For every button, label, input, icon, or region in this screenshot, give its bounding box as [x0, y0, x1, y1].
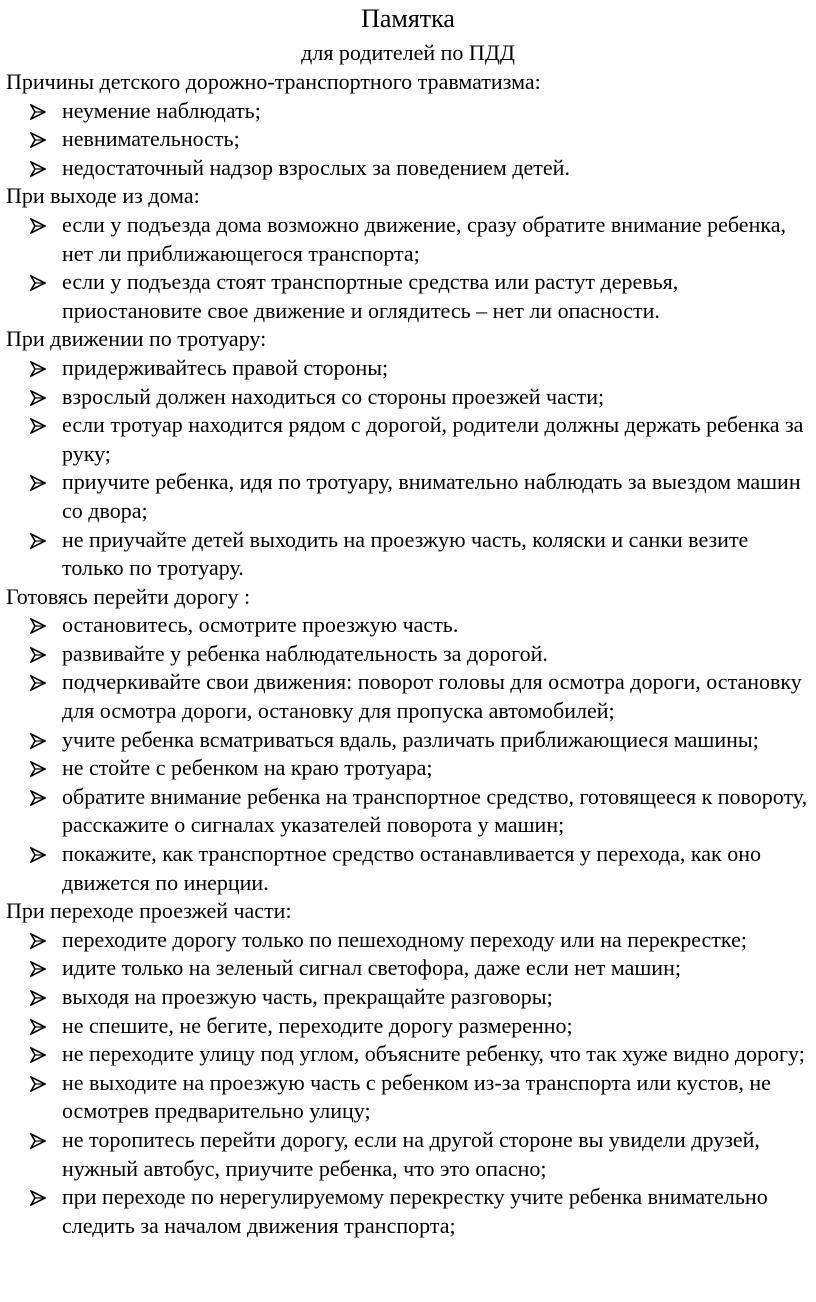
- arrowhead-bullet-icon: [30, 1019, 46, 1035]
- arrowhead-bullet-icon: [30, 847, 46, 863]
- document-subtitle: для родителей по ПДД: [301, 40, 515, 65]
- list-item-text: покажите, как транспортное средство останавливается у перехода, как оно движется по инерции.: [62, 841, 762, 895]
- list-item: [0, 783, 816, 840]
- arrowhead-bullet-icon: [30, 675, 46, 691]
- list-item: [0, 668, 816, 725]
- arrowhead-bullet-icon: [30, 990, 46, 1006]
- section: [0, 68, 816, 182]
- list-item: [0, 354, 816, 383]
- list-item: [0, 526, 816, 583]
- list-item-text: если у подъезда дома возможно движение, сразу обратите внимание ребенка, нет ли приближающегося транспорта;: [62, 211, 786, 266]
- section: [0, 325, 816, 582]
- arrowhead-bullet-icon: [30, 790, 46, 806]
- list-item: [0, 97, 816, 126]
- list-item-text: подчеркивайте свои движения: поворот головы для осмотра дороги, остановку для осмотра дороги, остановку для пропуска автомобилей;: [62, 669, 802, 724]
- list-item: [0, 726, 816, 755]
- arrowhead-bullet-icon: [30, 761, 46, 777]
- list-item-text: если у подъезда стоят транспортные средства или растут деревья, приостановите свое движение и оглядитесь – нет ли опасности.: [62, 269, 679, 323]
- section: [0, 583, 816, 898]
- list-item-text: развивайте у ребенка наблюдательность за дорогой.: [62, 640, 548, 666]
- arrowhead-bullet-icon: [30, 361, 46, 377]
- list-item: [0, 1126, 816, 1183]
- list-item-text: не выходите на проезжую часть с ребенком из-за транспорта или кустов, не осмотрев предварительно улицу;: [62, 1069, 771, 1124]
- list-item-text: выходя на проезжую часть, прекращайте разговоры;: [62, 984, 553, 1009]
- list-item: [0, 754, 816, 783]
- list-item: [0, 468, 816, 525]
- arrowhead-bullet-icon: [30, 933, 46, 949]
- list-item-text: взрослый должен находиться со стороны проезжей части;: [62, 383, 605, 409]
- list-item-text: не стойте с ребенком на краю тротуара;: [62, 755, 433, 781]
- list-item-text: учите ребенка всматриваться вдаль, различать приближающиеся машины;: [62, 726, 759, 752]
- list-item-text: идите только на зеленый сигнал светофора, даже если нет машин;: [62, 955, 681, 981]
- list-item-text: не переходите улицу под углом, объясните ребенку, что так хуже видно дорогу;: [62, 1041, 805, 1067]
- arrowhead-bullet-icon: [30, 104, 46, 120]
- list-item: [0, 1069, 816, 1126]
- section-heading: При переходе проезжей части:: [6, 898, 292, 924]
- arrowhead-bullet-icon: [30, 1047, 46, 1063]
- list-item-text: обратите внимание ребенка на транспортное средство, готовящееся к повороту, расскажите о сигналах указателей поворота у машин;: [62, 783, 808, 838]
- arrowhead-bullet-icon: [30, 218, 46, 234]
- arrowhead-bullet-icon: [30, 1190, 46, 1206]
- list-item: [0, 268, 816, 325]
- list-item-text: придерживайтесь правой стороны;: [62, 354, 389, 380]
- arrowhead-bullet-icon: [30, 475, 46, 491]
- list-item-text: если тротуар находится рядом с дорогой, родители должны держать ребенка за руку;: [62, 412, 804, 466]
- list-item: [0, 926, 816, 955]
- section-heading: При выходе из дома:: [6, 183, 200, 209]
- arrowhead-bullet-icon: [30, 418, 46, 434]
- sections-container: [0, 68, 816, 1240]
- bullet-list: [0, 211, 816, 325]
- list-item-text: не спешите, не бегите, переходите дорогу размеренно;: [62, 1012, 573, 1038]
- list-item: [0, 211, 816, 268]
- arrowhead-bullet-icon: [30, 1076, 46, 1092]
- list-item: [0, 154, 816, 183]
- list-item-text: не торопитесь перейти дорогу, если на другой стороне вы увидели друзей, нужный автобус, приучите ребенка, что это опасно;: [62, 1126, 760, 1181]
- arrowhead-bullet-icon: [30, 618, 46, 634]
- list-item: [0, 383, 816, 412]
- section: [0, 182, 816, 325]
- list-item: [0, 954, 816, 983]
- arrowhead-bullet-icon: [30, 533, 46, 549]
- list-item: [0, 640, 816, 669]
- arrowhead-bullet-icon: [30, 1133, 46, 1149]
- arrowhead-bullet-icon: [30, 161, 46, 177]
- arrowhead-bullet-icon: [30, 733, 46, 749]
- list-item: [0, 611, 816, 640]
- list-item-text: не приучайте детей выходить на проезжую часть, коляски и санки везите только по тротуару.: [62, 526, 749, 581]
- bullet-list: [0, 354, 816, 583]
- list-item: [0, 1183, 816, 1240]
- list-item: [0, 411, 816, 468]
- arrowhead-bullet-icon: [30, 390, 46, 406]
- list-item: [0, 125, 816, 154]
- section: [0, 897, 816, 1240]
- list-item-text: остановитесь, осмотрите проезжую часть.: [62, 612, 459, 638]
- arrowhead-bullet-icon: [30, 275, 46, 291]
- document-title: Памятка: [361, 4, 455, 33]
- section-heading: Причины детского дорожно-транспортного травматизма:: [6, 69, 541, 94]
- list-item-text: при переходе по нерегулируемому перекрестку учите ребенка внимательно следить за началом движения транспорта;: [62, 1184, 768, 1238]
- arrowhead-bullet-icon: [30, 961, 46, 977]
- list-item-text: невнимательность;: [62, 126, 240, 152]
- list-item: [0, 1040, 816, 1069]
- bullet-list: [0, 926, 816, 1241]
- arrowhead-bullet-icon: [30, 132, 46, 148]
- list-item-text: переходите дорогу только по пешеходному переходу или на перекрестке;: [62, 926, 747, 952]
- list-item-text: недостаточный надзор взрослых за поведением детей.: [62, 154, 570, 180]
- list-item-text: приучите ребенка, идя по тротуару, внимательно наблюдать за выездом машин со двора;: [62, 469, 801, 523]
- bullet-list: [0, 97, 816, 183]
- section-heading: При движении по тротуару:: [6, 326, 267, 352]
- list-item: [0, 1012, 816, 1041]
- bullet-list: [0, 611, 816, 897]
- list-item: [0, 983, 816, 1012]
- list-item: [0, 840, 816, 897]
- section-heading: Готовясь перейти дорогу :: [6, 583, 251, 609]
- arrowhead-bullet-icon: [30, 647, 46, 663]
- list-item-text: неумение наблюдать;: [62, 97, 261, 123]
